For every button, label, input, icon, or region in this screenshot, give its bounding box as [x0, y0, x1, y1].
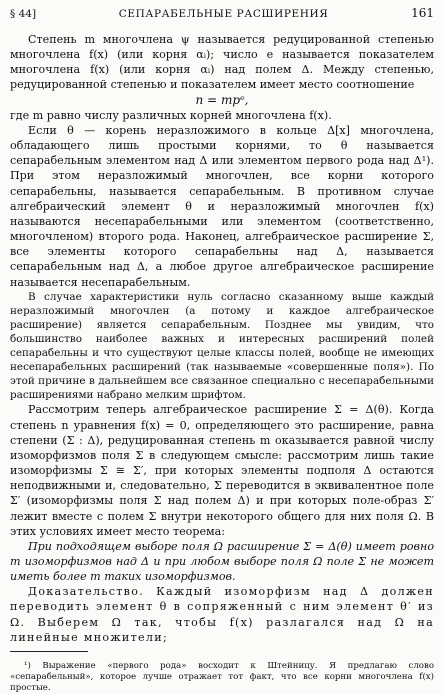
paragraph-isomorphisms: Рассмотрим теперь алгебраическое расширение Σ = Δ(θ). Когда степень n уравнения f(x) = 0, определяющего это расширение, равна степени (Σ : Δ), редуцированная степень m оказывается равной числу изоморфизмов поля Σ в следующем смысле: рассмотрим лишь такие изоморфизмы Σ ≅ Σ′, при которых элементы подполя Δ остаются неподвижными и, следовательно, Σ переводится в эквивалентное поле Σ′ (изоморфизмы поля Σ над полем Δ) и при которых поле-образ Σ′ лежит вместе с полем Σ внутри некоторого общего для них поля Ω. В этих условиях имеет место теорема:: [10, 403, 434, 538]
footnote: ¹) Выражение «первого рода» восходит к Штейницу. Я предлагаю слово «сепарабельный», которое лучше отражает тот факт, что все корни многочлена f(x) простые.: [10, 660, 434, 694]
page-number: 161: [411, 6, 434, 20]
formula-n-equals-mpe: n = mpᵉ,: [195, 92, 249, 107]
paragraph-reduced-degree: Степень m многочлена ψ называется редуцированной степенью многочлена f(x) (или корня αᵢ); число e называется показателем многочлена f(x) (или корня αᵢ) над полем Δ. Между степенью, редуцированной степенью и показателем имеет место соотношение: [10, 33, 434, 92]
paragraph-separable-definition: Если θ — корень неразложимого в кольце Δ[x] многочлена, обладающего лишь простыми корнями, то θ называется сепарабельным элементом над Δ или элементом первого рода над Δ¹). При этом неразложимый многочлен, все корни которого сепарабельны, называется сепарабельным. В противном случае алгебраический элемент θ и неразложимый многочлен f(x) называются несепарабельными или элементом (соответственно, многочленом) второго рода. Наконец, алгебраическое расширение Σ, все элементы которого сепарабельны над Δ, называется сепарабельным над Δ, а любое другое алгебраическое расширение называется несепарабельным.: [10, 123, 434, 289]
running-title: СЕПАРАБЕЛЬНЫЕ РАСШИРЕНИЯ: [118, 8, 329, 20]
footnote-rule: [10, 651, 88, 652]
paragraph-characteristic-zero: В случае характеристики нуль согласно сказанному выше каждый неразложимый многочлен (а потому и каждое алгебраическое расширение) является сепарабельным. Позднее мы увидим, что большинство наиболее важных и интересных расширений полей сепарабельны и что существуют целые классы полей, вообще не имеющих несепарабельных расширений (так называемые «совершенные поля»). По этой причине в дальнейшем все связанное специально с несепарабельными расширениями набрано мелким шрифтом.: [10, 290, 434, 402]
theorem-statement: При подходящем выборе поля Ω расширение Σ = Δ(θ) имеет ровно m изоморфизмов над Δ и при любом выборе поля Ω поле Σ не может иметь более m таких изоморфизмов.: [10, 539, 434, 584]
running-header: [10, 6, 434, 24]
page-body: [10, 32, 434, 645]
section-marker: § 44]: [10, 8, 37, 20]
proof-paragraph: Доказательство. Каждый изоморфизм над Δ должен переводить элемент θ в сопряженный с ним элемент θ′ из Ω. Выберем Ω так, чтобы f(x) разлагался над Ω на линейные множители;: [10, 585, 434, 644]
paragraph-formula-note: где m равно числу различных корней многочлена f(x).: [10, 108, 332, 122]
